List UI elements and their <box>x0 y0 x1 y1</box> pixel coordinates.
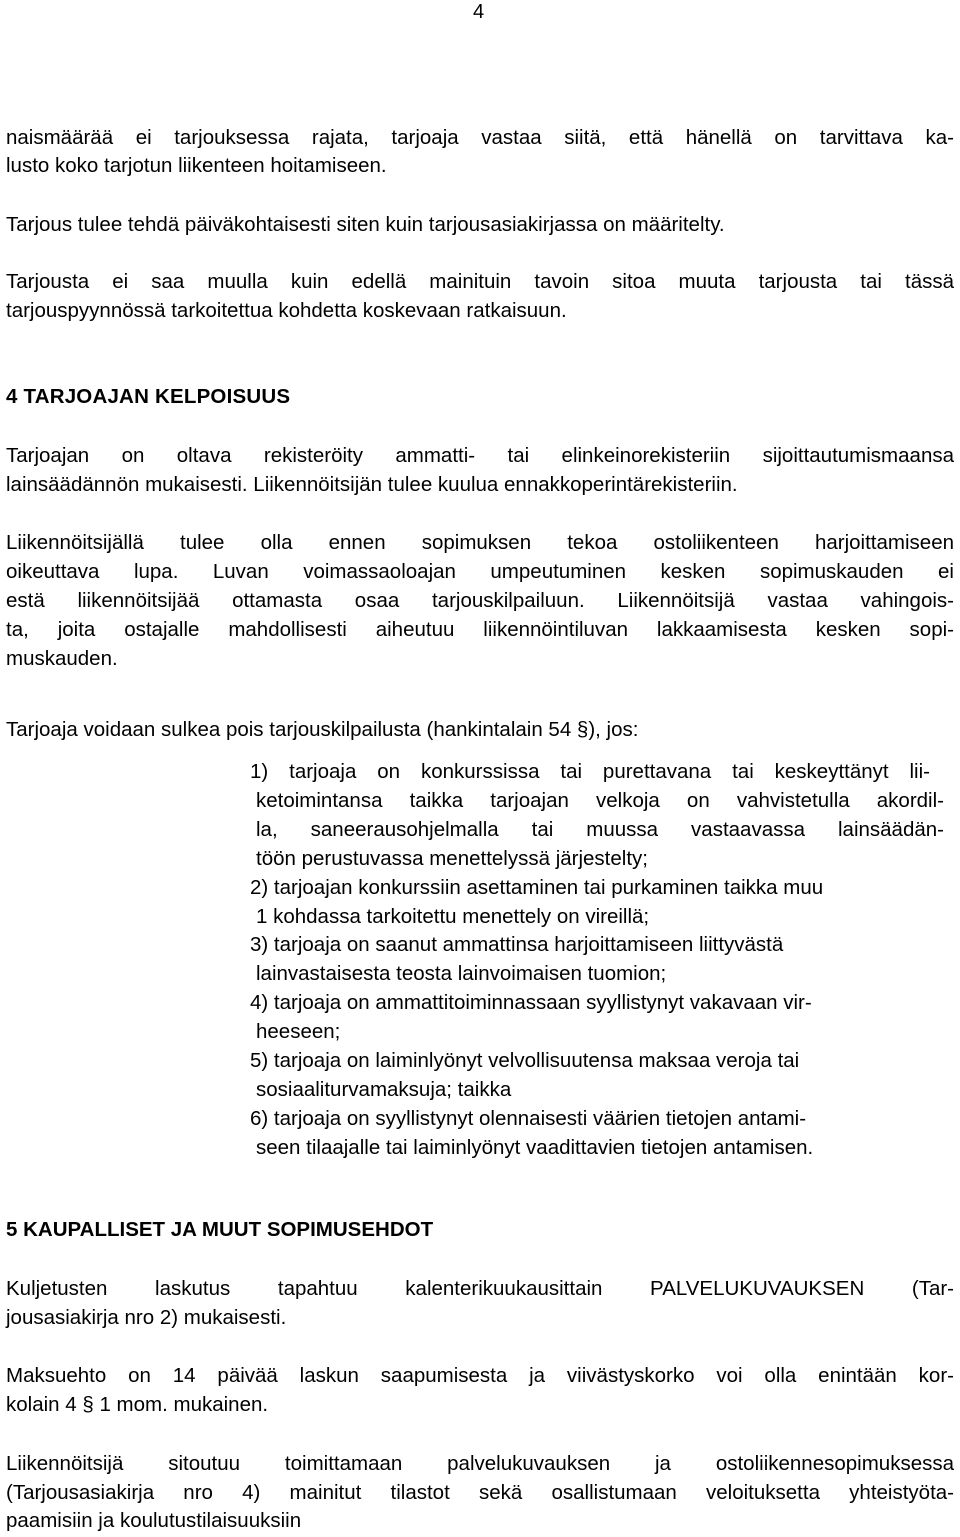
text-line: paamisiin ja koulutustilaisuuksiin <box>6 1509 302 1532</box>
text-line: lainsäädännön mukaisesti. Liikennöitsijän tulee kuulua ennakkoperintärekisteriin. <box>6 473 738 496</box>
text-line: Liikennöitsijä sitoutuu toimittamaan palvelukuvauksen ja ostoliikennesopimuksessa <box>6 1452 954 1475</box>
text-line: muskauden. <box>6 647 118 670</box>
section-4-heading: 4 TARJOAJAN KELPOISUUS <box>6 385 291 408</box>
section-5-heading: 5 KAUPALLISET JA MUUT SOPIMUSEHDOT <box>6 1218 434 1241</box>
list-item-line: 5) tarjoaja on laiminlyönyt velvollisuutensa maksaa veroja tai <box>250 1049 800 1072</box>
text-line: tarjouspyynnössä tarkoitettua kohdetta koskevaan ratkaisuun. <box>6 299 567 322</box>
page-number: 4 <box>473 1 485 23</box>
list-item-line: sosiaaliturvamaksuja; taikka <box>256 1078 512 1101</box>
text-line: Tarjousta ei saa muulla kuin edellä mainituin tavoin sitoa muuta tarjousta tai tässä <box>6 270 954 293</box>
text-line: kolain 4 § 1 mom. mukainen. <box>6 1393 269 1416</box>
text-line: Maksuehto on 14 päivää laskun saapumisesta ja viivästyskorko voi olla enintään kor- <box>6 1364 954 1387</box>
text-line: Tarjoaja voidaan sulkea pois tarjouskilpailusta (hankintalain 54 §), jos: <box>6 718 639 741</box>
list-item-line: 4) tarjoaja on ammattitoiminnassaan syyllistynyt vakavaan vir- <box>250 991 812 1014</box>
text-line: (Tarjousasiakirja nro 4) mainitut tilastot sekä osallistumaan veloituksetta yhteistyöta- <box>6 1481 954 1504</box>
list-item-line: heeseen; <box>256 1020 341 1043</box>
text-line: jousasiakirja nro 2) mukaisesti. <box>6 1306 287 1329</box>
text-line: ta, joita ostajalle mahdollisesti aiheutuu liikennöintiluvan lakkaamisesta kesken sopi- <box>6 618 954 641</box>
list-item-line: 2) tarjoajan konkurssiin asettaminen tai purkaminen taikka muu <box>250 876 824 899</box>
text-line: naismäärää ei tarjouksessa rajata, tarjoaja vastaa siitä, että hänellä on tarvittava ka- <box>6 126 954 149</box>
text-line: lusto koko tarjotun liikenteen hoitamiseen. <box>6 154 387 177</box>
list-item-line: la, saneerausohjelmalla tai muussa vastaavassa lainsäädän- <box>256 818 944 841</box>
list-item-line: seen tilaajalle tai laiminlyönyt vaadittavien tietojen antamisen. <box>256 1136 814 1159</box>
list-item-line: ketoimintansa taikka tarjoajan velkoja on vahvistetulla akordil- <box>256 789 944 812</box>
text-line: Liikennöitsijällä tulee olla ennen sopimuksen tekoa ostoliikenteen harjoittamiseen <box>6 531 954 554</box>
list-item-line: 3) tarjoaja on saanut ammattinsa harjoittamiseen liittyvästä <box>250 933 784 956</box>
list-item-line: 1) tarjoaja on konkurssissa tai purettavana tai keskeyttänyt lii- <box>250 760 930 783</box>
list-item-line: töön perustuvassa menettelyssä järjestelty; <box>256 847 648 870</box>
list-item-line: 6) tarjoaja on syyllistynyt olennaisesti väärien tietojen antami- <box>250 1107 807 1130</box>
text-line: Tarjous tulee tehdä päiväkohtaisesti siten kuin tarjousasiakirjassa on määritelty. <box>6 213 725 236</box>
text-line: Kuljetusten laskutus tapahtuu kalenterikuukausittain PALVELUKUVAUKSEN (Tar- <box>6 1277 954 1300</box>
text-line: oikeuttava lupa. Luvan voimassaoloajan umpeutuminen kesken sopimuskauden ei <box>6 560 954 583</box>
list-item-line: 1 kohdassa tarkoitettu menettely on vireillä; <box>256 905 650 928</box>
text-line: estä liikennöitsijää ottamasta osaa tarjouskilpailuun. Liikennöitsijä vastaa vahingois- <box>6 589 954 612</box>
list-item-line: lainvastaisesta teosta lainvoimaisen tuomion; <box>256 962 667 985</box>
text-line: Tarjoajan on oltava rekisteröity ammatti- tai elinkeinorekisteriin sijoittautumismaansa <box>6 444 954 467</box>
